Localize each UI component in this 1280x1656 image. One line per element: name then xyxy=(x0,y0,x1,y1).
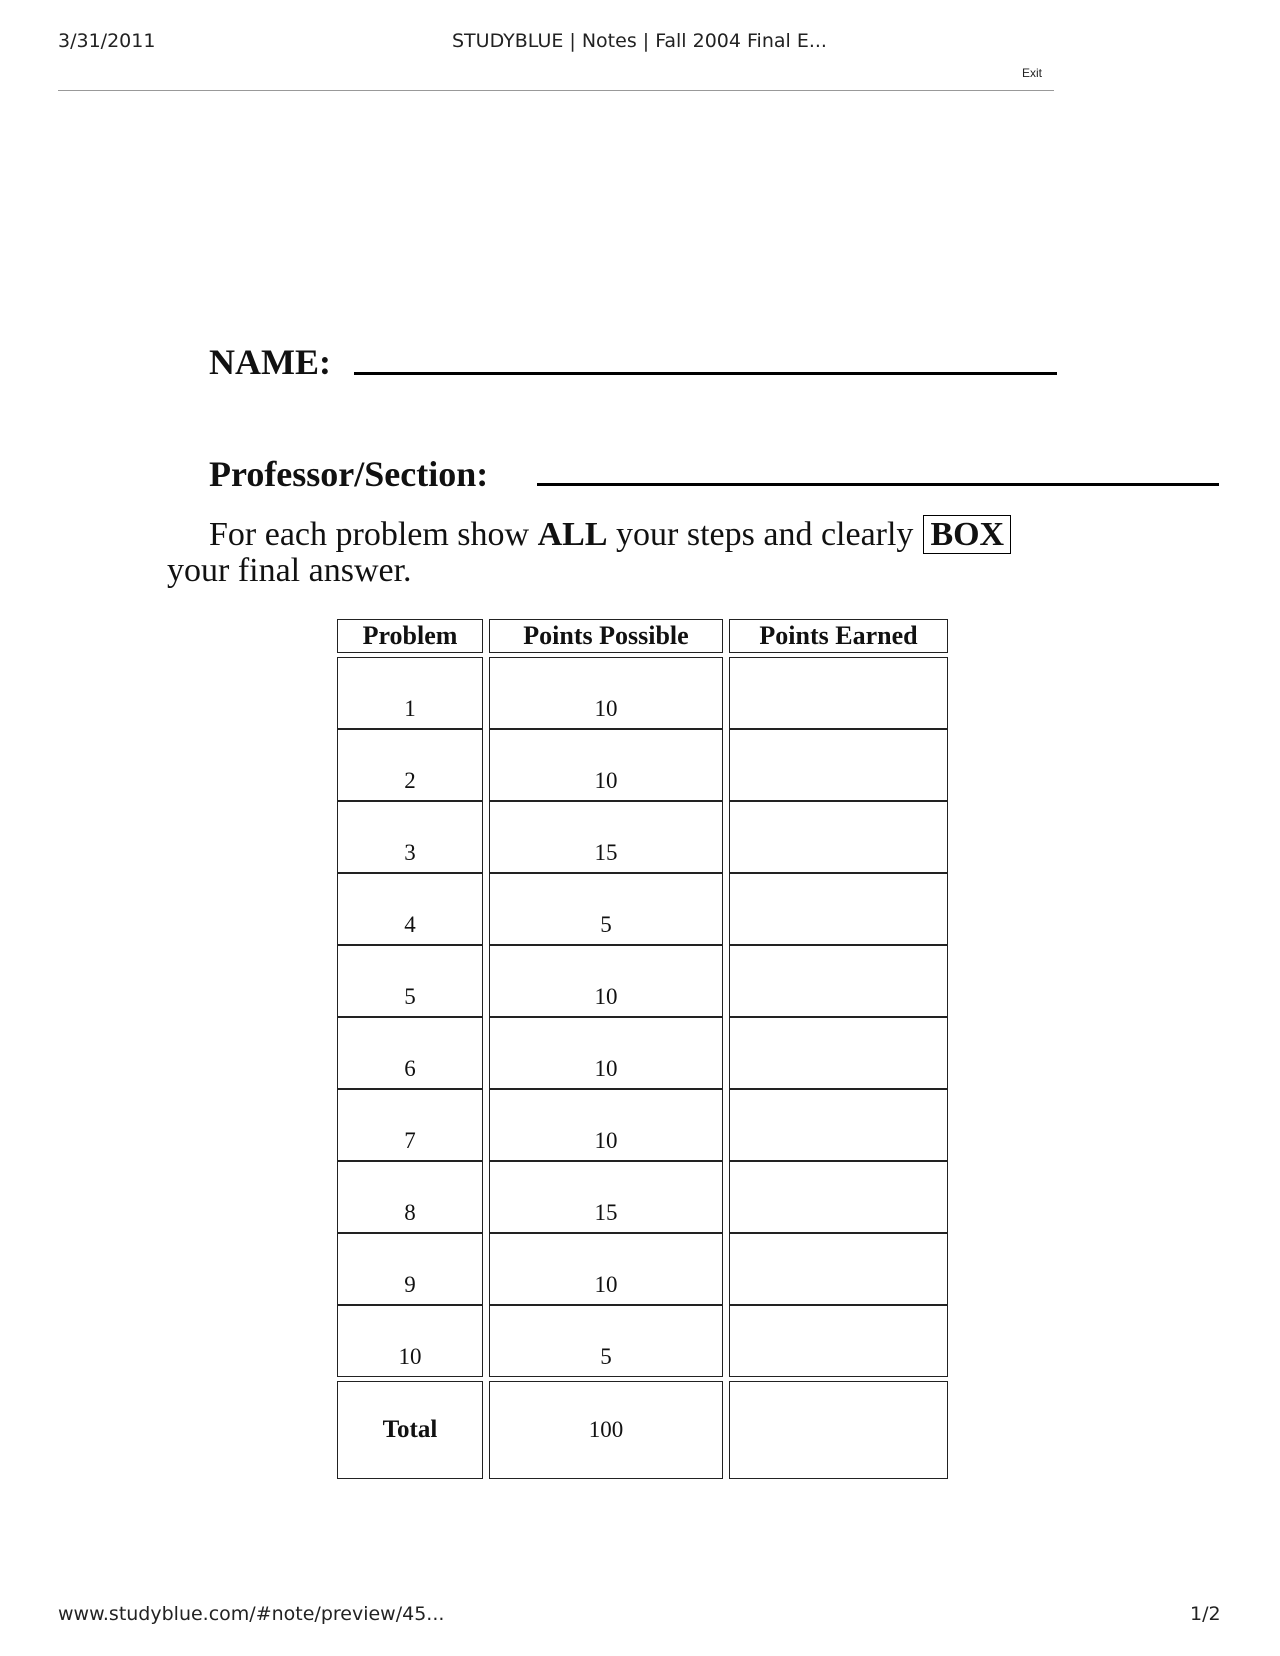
table-row xyxy=(337,657,948,729)
points-possible: 10 xyxy=(489,729,723,801)
table-row xyxy=(337,801,948,873)
points-earned[interactable] xyxy=(729,729,948,801)
table-header-row xyxy=(337,619,948,653)
table-row xyxy=(337,1089,948,1161)
points-possible: 10 xyxy=(489,1017,723,1089)
points-earned[interactable] xyxy=(729,657,948,729)
points-earned[interactable] xyxy=(729,1233,948,1305)
points-earned[interactable] xyxy=(729,1089,948,1161)
name-label: NAME: xyxy=(209,342,331,382)
exit-link[interactable]: Exit xyxy=(1022,66,1043,80)
professor-section-field-line[interactable] xyxy=(537,483,1219,486)
points-possible: 15 xyxy=(489,801,723,873)
page-number: 1/2 xyxy=(1190,1603,1221,1625)
table-body xyxy=(337,657,948,1377)
table-row xyxy=(337,1017,948,1089)
points-earned[interactable] xyxy=(729,945,948,1017)
points-possible: 5 xyxy=(489,1305,723,1377)
header-points-possible: Points Possible xyxy=(489,619,723,653)
problem-number: 5 xyxy=(337,945,483,1017)
points-possible: 5 xyxy=(489,873,723,945)
problem-number: 2 xyxy=(337,729,483,801)
points-possible: 10 xyxy=(489,1233,723,1305)
problem-number: 1 xyxy=(337,657,483,729)
header-divider xyxy=(58,90,1054,91)
instructions-paragraph xyxy=(167,517,1127,589)
points-earned[interactable] xyxy=(729,1161,948,1233)
header-problem: Problem xyxy=(337,619,483,653)
points-earned[interactable] xyxy=(729,801,948,873)
instructions-part2: your steps and clearly xyxy=(616,516,914,553)
header-points-earned: Points Earned xyxy=(729,619,948,653)
footer-url: www.studyblue.com/#note/preview/45... xyxy=(58,1603,445,1625)
problem-number: 6 xyxy=(337,1017,483,1089)
problem-number: 3 xyxy=(337,801,483,873)
total-row xyxy=(337,1381,948,1479)
table-row xyxy=(337,1305,948,1377)
problem-number: 7 xyxy=(337,1089,483,1161)
table-row xyxy=(337,945,948,1017)
instructions-part1: For each problem show xyxy=(209,516,530,553)
print-date: 3/31/2011 xyxy=(58,30,156,52)
name-field-line[interactable] xyxy=(354,372,1057,375)
points-earned[interactable] xyxy=(729,1305,948,1377)
points-possible: 10 xyxy=(489,1089,723,1161)
grade-table xyxy=(337,619,948,1479)
total-label: Total xyxy=(337,1381,483,1479)
instructions-bold-all: ALL xyxy=(537,516,608,553)
table-row xyxy=(337,1161,948,1233)
instructions-boxed-word: BOX xyxy=(923,515,1011,554)
problem-number: 10 xyxy=(337,1305,483,1377)
problem-number: 8 xyxy=(337,1161,483,1233)
table-row xyxy=(337,873,948,945)
points-possible: 10 xyxy=(489,945,723,1017)
points-possible: 10 xyxy=(489,657,723,729)
total-points-earned[interactable] xyxy=(729,1381,948,1479)
professor-section-label: Professor/Section: xyxy=(209,454,489,494)
problem-number: 4 xyxy=(337,873,483,945)
problem-number: 9 xyxy=(337,1233,483,1305)
points-possible: 15 xyxy=(489,1161,723,1233)
total-points-possible: 100 xyxy=(489,1381,723,1479)
instructions-part3: your final answer. xyxy=(167,552,412,589)
points-earned[interactable] xyxy=(729,873,948,945)
points-earned[interactable] xyxy=(729,1017,948,1089)
table-row xyxy=(337,729,948,801)
table-row xyxy=(337,1233,948,1305)
page-title: STUDYBLUE | Notes | Fall 2004 Final E... xyxy=(452,30,827,52)
